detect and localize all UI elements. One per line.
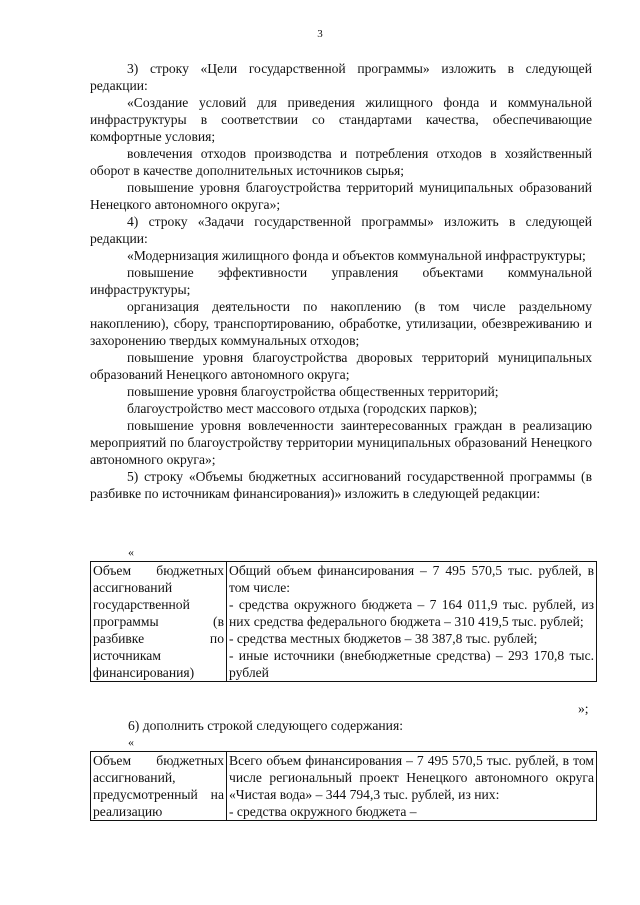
table-line: Общий объем финансирования – 7 495 570,5 тыс. рублей, в том числе: xyxy=(229,563,594,595)
paragraph: повышение уровня благоустройства дворовых территорий муниципальных образований Ненецкого автономного округа; xyxy=(90,350,592,382)
page-number: 3 xyxy=(317,28,323,40)
table-line: - средства местных бюджетов – 38 387,8 тыс. рублей; xyxy=(229,631,538,646)
table-value-cell xyxy=(227,752,597,821)
close-quote: »; xyxy=(578,701,589,716)
open-quote: « xyxy=(128,545,134,559)
paragraph: благоустройство мест массового отдыха (городских парков); xyxy=(127,401,478,416)
table-label-cell: Объем бюджетных ассигнований, предусмотренный на реализацию xyxy=(91,752,227,821)
paragraph: повышение уровня вовлеченности заинтересованных граждан в реализацию мероприятий по благоустройству территории муниципальных образований Ненецкого автономного округа»; xyxy=(90,418,592,467)
paragraph: «Модернизация жилищного фонда и объектов коммунальной инфраструктуры; xyxy=(127,248,586,263)
table-line: Всего объем финансирования – 7 495 570,5 тыс. рублей, в том числе региональный проект Ненецкого автономного округа «Чистая вода» – 344 794,3 тыс. рублей, из них: xyxy=(229,753,594,802)
paragraph: повышение уровня благоустройства общественных территорий; xyxy=(127,384,499,399)
project-financing-table xyxy=(90,751,597,821)
paragraph: организация деятельности по накоплению (в том числе раздельному накоплению), сбору, транспортированию, обработке, утилизации, обезвреживанию и захоронению твердых коммунальных отходов; xyxy=(90,299,592,348)
paragraph: «Создание условий для приведения жилищного фонда и коммунальной инфраструктуры в соответствии со стандартами качества, обеспечивающие комфортные условия; xyxy=(90,95,592,144)
paragraph: 5) строку «Объемы бюджетных ассигнований государственной программы (в разбивке по источникам финансирования)» изложить в следующей редакции: xyxy=(90,469,592,501)
open-quote: « xyxy=(128,735,134,749)
table-label-cell: Объем бюджетных ассигнований государственной программы (в разбивке по источникам финансирования) xyxy=(91,562,227,682)
financing-table xyxy=(90,561,597,682)
paragraph: 6) дополнить строкой следующего содержания: xyxy=(128,718,403,733)
paragraph: повышение эффективности управления объектами коммунальной инфраструктуры; xyxy=(90,265,592,297)
body-text xyxy=(90,60,592,502)
paragraph: вовлечения отходов производства и потребления отходов в хозяйственный оборот в качестве дополнительных источников сырья; xyxy=(90,146,592,178)
table-line: - иные источники (внебюджетные средства) – 293 170,8 тыс. рублей xyxy=(229,648,594,680)
paragraph: 4) строку «Задачи государственной программы» изложить в следующей редакции: xyxy=(90,214,592,246)
paragraph: 3) строку «Цели государственной программы» изложить в следующей редакции: xyxy=(90,61,592,93)
paragraph: повышение уровня благоустройства территорий муниципальных образований Ненецкого автономного округа»; xyxy=(90,180,592,212)
table-value-cell xyxy=(227,562,597,682)
table-line: - средства окружного бюджета – 7 164 011,9 тыс. рублей, из них средства федерального бюджета – 310 419,5 тыс. рублей; xyxy=(229,597,594,629)
table-line: - средства окружного бюджета – xyxy=(229,804,417,819)
